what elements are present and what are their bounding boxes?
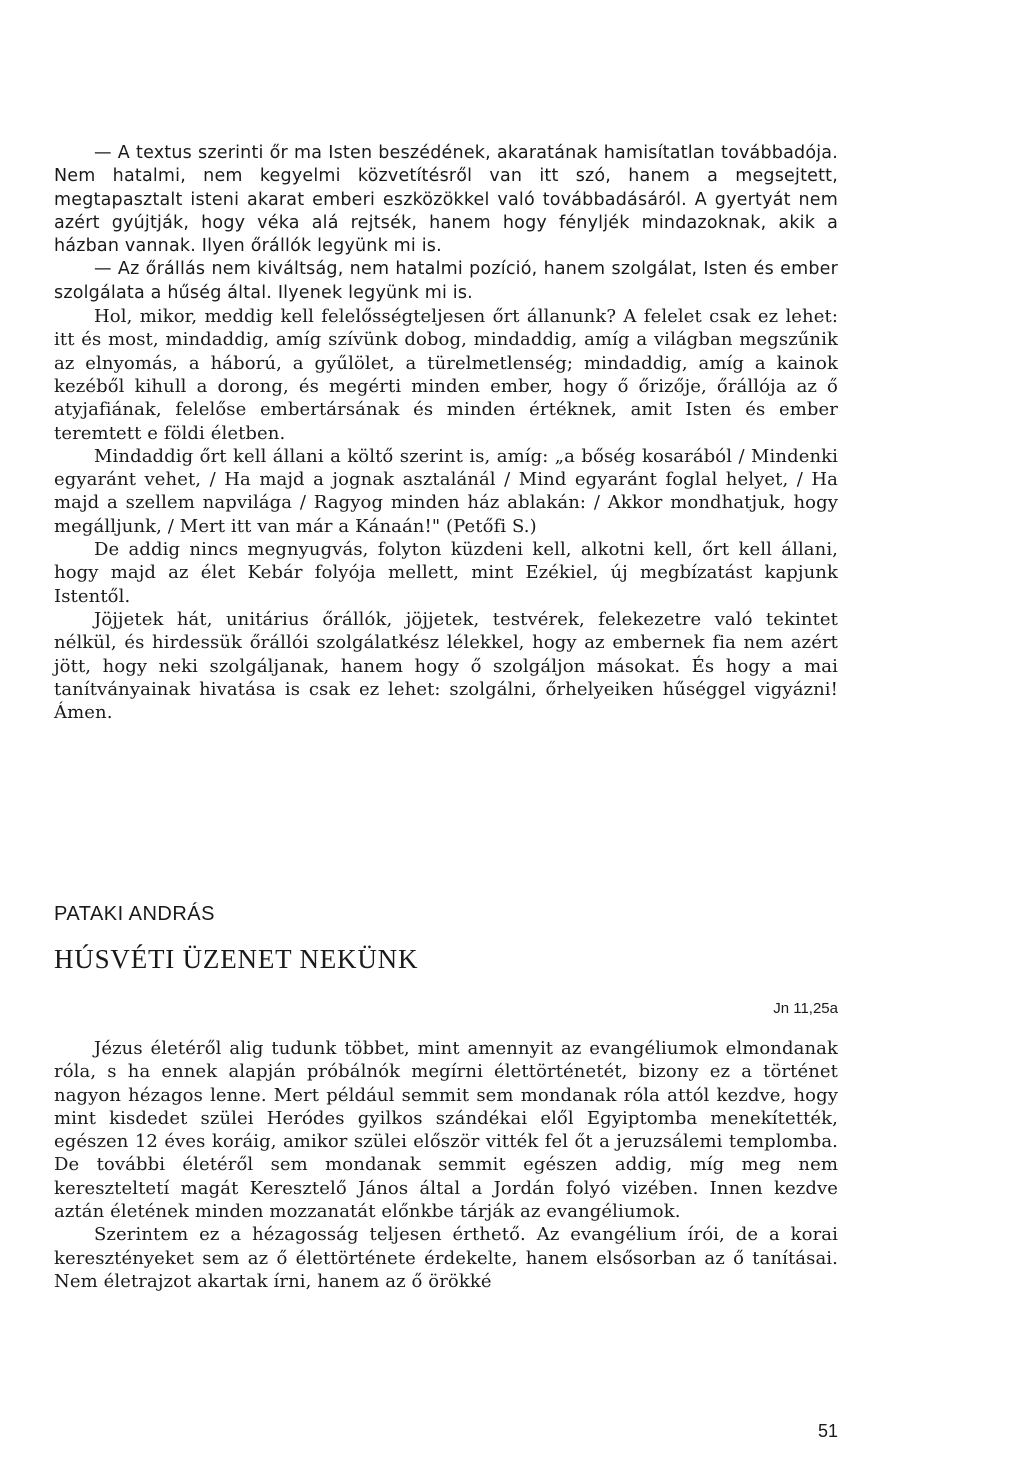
article-body	[54, 1037, 838, 1293]
author-name: PATAKI ANDRÁS	[54, 903, 215, 925]
paragraph: Mindaddig őrt kell állani a költő szerint is, amíg: „a bőség kosarából / Mindenki egyaránt vehet, / Ha majd a jognak asztalánál / Mind egyaránt foglal helyet, / Ha majd a szellem napvilága / Ragyog minden ház ablakán: / Akkor mondhatjuk, hogy megálljunk, / Mert itt van már a Kánaán!" (Petőfi S.)	[54, 445, 838, 537]
sermon-continuation	[54, 142, 838, 724]
paragraph: Jézus életéről alig tudunk többet, mint amennyit az evangéliumok elmondanak róla, s ha ennek alapján próbálnók megírni élettörténetét, bizony ez a történet nagyon hézagos lenne. Mert például semmit sem mondanak róla attól kezdve, hogy mint kisdedet szülei Heródes gyilkos szándékai elől Egyiptomba menekítették, egészen 12 éves koráig, amikor szülei először vitték fel őt a jeruzsálemi templomba. De további életéről sem mondanak semmit egészen addig, míg meg nem kereszteltetí magát Keresztelő János által a Jordán folyó vizében. Innen kezdve aztán életének minden mozzanatát előnkbe tárják az evangéliumok.	[54, 1038, 838, 1223]
paragraph: — A textus szerinti őr ma Isten beszédének, akaratának hamisítatlan továbbadója. Nem hatalmi, nem kegyelmi közvetítésről van itt szó, hanem a megsejtett, megtapasztalt isteni akarat emberi eszközökkel való továbbadásáról. A gyertyát nem azért gyújtják, hogy véka alá rejtsék, hanem hogy fényljék mindazoknak, akik a házban vannak. Ilyen őrállók legyünk mi is.	[54, 143, 838, 257]
paragraph: De addig nincs megnyugvás, folyton küzdeni kell, alkotni kell, őrt kell állani, hogy majd az élet Kebár folyója mellett, mint Ezékiel, új megbízatást kapjunk Istentől.	[54, 539, 838, 607]
article-title: HÚSVÉTI ÜZENET NEKÜNK	[54, 944, 419, 974]
paragraph: Jöjjetek hát, unitárius őrállók, jöjjetek, testvérek, felekezetre való tekintet nélkül, és hirdessük őrállói szolgálatkész lélekkel, hogy az embernek fia nem azért jött, hogy neki szolgáljanak, hanem hogy ő szolgáljon másokat. És hogy a mai tanítványainak hivatása is csak ez lehet: szolgálni, őrhelyeiken hűséggel vigyázni! Ámen.	[54, 608, 838, 724]
scripture-reference: Jn 11,25a	[773, 1000, 838, 1017]
paragraph: Hol, mikor, meddig kell felelősségteljesen őrt állanunk? A felelet csak ez lehet: itt és most, mindaddig, amíg szívünk dobog, mindaddig, amíg a világban megszűnik az elnyomás, a háború, a gyűlölet, a türelmetlenség; mindaddig, amíg a kainok kezéből kihull a dorong, és megérti minden ember, hogy ő őrizője, őrállója az ő atyjafiának, felelőse embertársának és minden értéknek, amit Isten és ember teremtett e földi életben.	[54, 306, 838, 444]
paragraph: Szerintem ez a hézagosság teljesen érthető. Az evangélium írói, de a korai keresztényeket sem az ő élettörténete érdekelte, hanem elsősorban az ő tanításai. Nem életrajzot akartak írni, hanem az ő örökké	[54, 1224, 838, 1292]
paragraph: — Az őrállás nem kiváltság, nem hatalmi pozíció, hanem szolgálat, Isten és ember szolgálata a hűség által. Ilyenek legyünk mi is.	[54, 259, 838, 303]
page-number: 51	[817, 1421, 838, 1441]
